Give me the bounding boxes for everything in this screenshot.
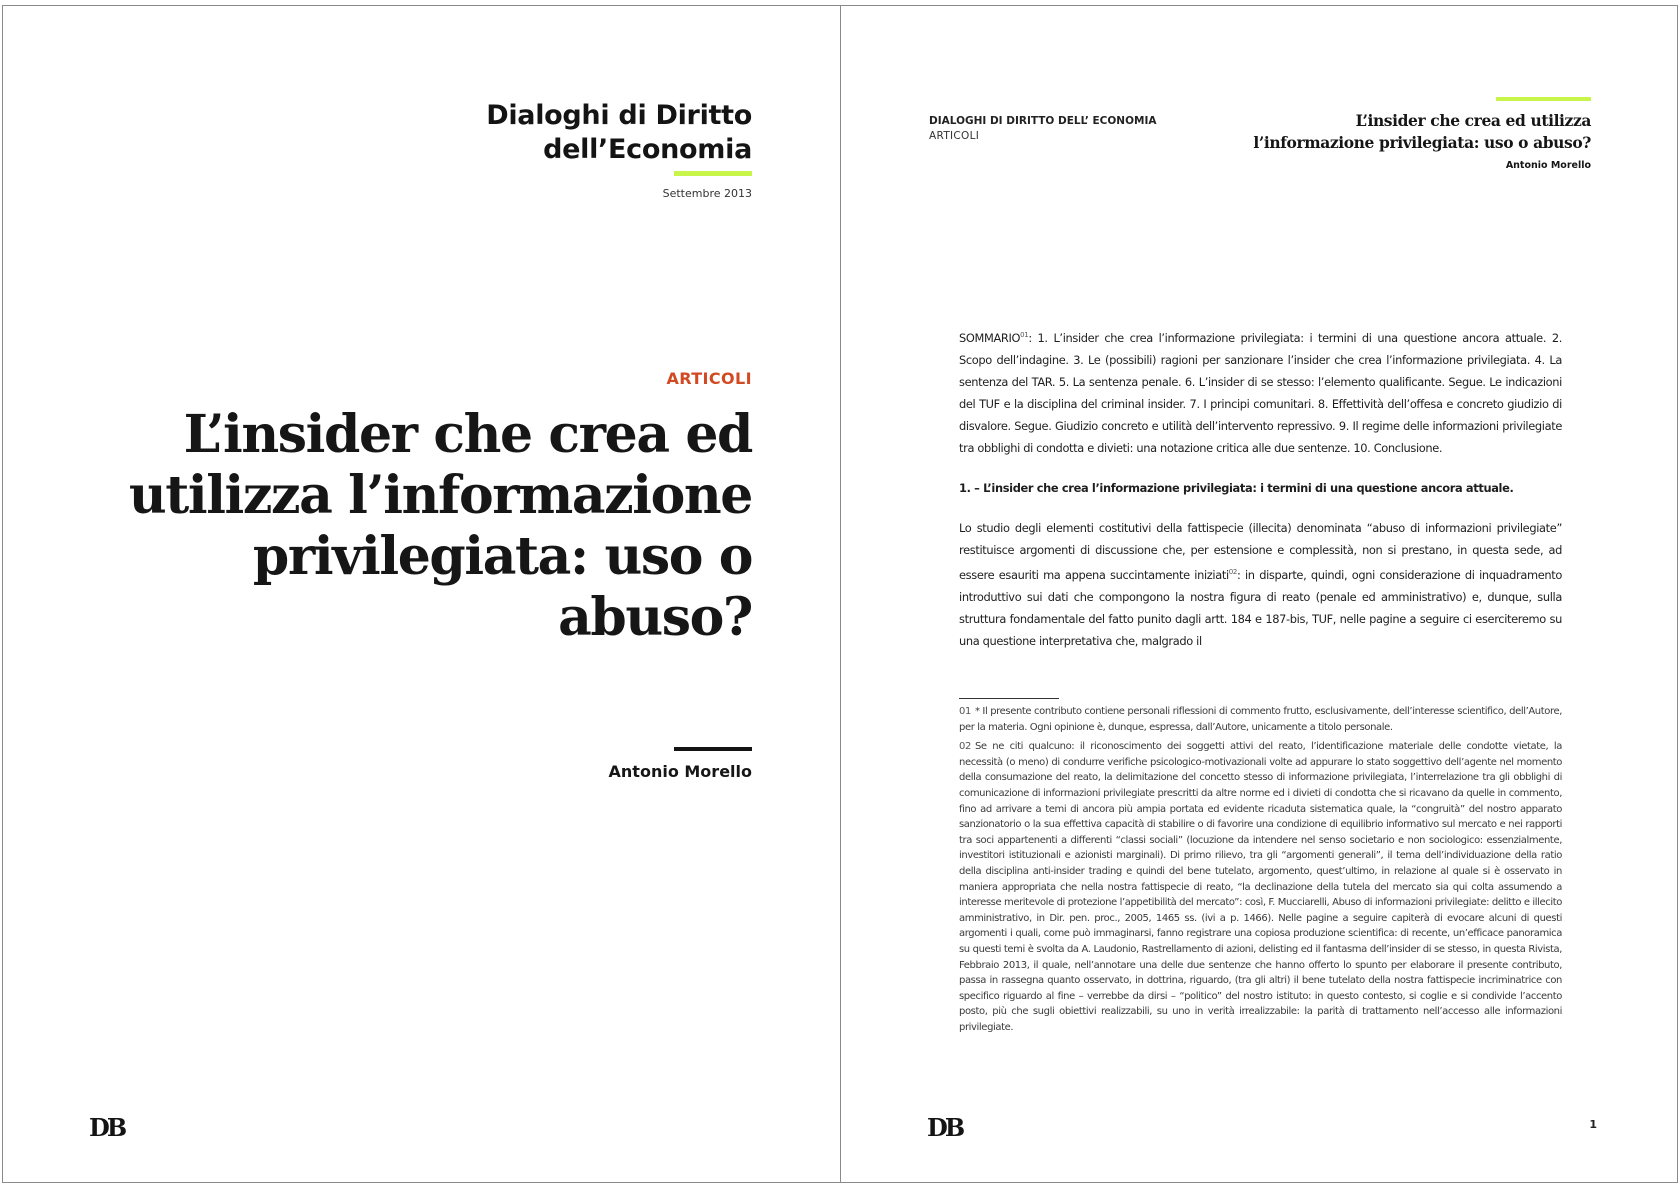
page-number: 1 <box>1589 1118 1597 1131</box>
body-paragraph <box>959 517 1562 652</box>
paragraph-text-a: Lo studio degli elementi costitutivi della fattispecie (illecita) denominata “abuso di informazioni privilegiate” restituisce argomenti di discussione che, per estensione e complessità, non si prestano, in questa sede, ad essere esauriti ma appena succintamente iniziati <box>959 520 1562 582</box>
accent-bar-right <box>1496 97 1591 101</box>
section-kicker: ARTICOLI <box>666 369 752 388</box>
footnote-rule <box>959 698 1059 699</box>
article-page <box>840 5 1678 1183</box>
running-section: ARTICOLI <box>929 130 980 142</box>
journal-title-line2: dell’Economia <box>543 134 752 165</box>
accent-bar <box>674 171 752 176</box>
running-title: L’insider che crea ed utilizza l’informazione privilegiata: uso o abuso? <box>1253 111 1591 152</box>
author-name: Antonio Morello <box>608 762 752 781</box>
issue-date: Settembre 2013 <box>662 187 752 200</box>
summary-text: : 1. L’insider che crea l’informazione privilegiata: i termini di una questione ancora attuale. 2. Scopo dell’indagine. 3. Le (possibili) ragioni per sanzionare l’insider che crea l’informazione privilegiata. 4. La sentenza del TAR. 5. La sentenza penale. 6. L’insider di se stesso: l’elemento qualificante. Segue. Le indicazioni del TUF e la disciplina del criminal insider. 7. I principi comunitari. 8. Effettività dell’offesa e concreto giudizio di disvalore. Segue. Giudizio concreto e utilità dell’intervento repressivo. 9. Il regime delle informazioni privilegiate tra obblighi di condotta e divieti: una notazione critica alle due sentenze. 10. Conclusione. <box>959 330 1562 455</box>
footnote-text: * Il presente contributo contiene personali riflessioni di commento frutto, esclusivamente, dell’interesse scientifico, dell’Autore, per la materia. Ogni opinione è, dunque, espressa, dall’Autore, unicamente a titolo personale. <box>959 706 1562 733</box>
section-heading: 1. – L’insider che crea l’informazione privilegiata: i termini di una questione ancora attuale. <box>959 480 1514 495</box>
article-title: L’insider che crea ed utilizza l’informazione privilegiata: uso o abuso? <box>128 404 752 648</box>
journal-title-line1: Dialoghi di Diritto <box>486 100 752 131</box>
footnote-number: 01 <box>959 706 971 717</box>
publisher-logo-right: DB <box>927 1113 963 1142</box>
footnote-text: Se ne citi qualcuno: il riconoscimento dei soggetti attivi del reato, l’identificazione materiale delle condotte vietate, la necessità (o meno) di condurre verifiche psicologico-motivazionali volte ad appurare lo stato soggettivo dell’agente nel momento della consumazione del reato, la delimitazione del concetto stesso di informazione privilegiata, l’interrelazione tra gli obblighi di comunicazione di informazioni privilegiate prescritti da altre norme ed i divieti di condotta che si ricavano da quelle in commento, fino ad arrivare a temi di ancora più ampia portata ed evidente ricaduta sistematica quale, la “congruità” del nostro apparato sanzionatorio o la sua effettiva capacità di stabilire o di favorire una condizione di equilibrio informativo sul mercato e nei rapporti tra soci appartenenti a differenti “classi sociali” (locuzione da intendere nel senso societario e non sociologico: essenzialmente, investitori istituzionali e azionisti marginali). Di primo rilievo, tra gli “argomenti generali”, il tema dell’individuazione della ratio della disciplina anti-insider trading e quindi del bene tutelato, argomento, quest’ultimo, in relazione al quale si è osservato in maniera appropriata che nella nostra fattispecie di reato, “la declinazione della tutela del mercato sia qui colta assumendo a interesse meritevole di protezione l’appetibilità del mercato”: così, F. Mucciarelli, Abuso di informazioni privilegiate: delitto e illecito amministrativo, in Dir. pen. proc., 2005, 1465 ss. (ivi a p. 1466). Nelle pagine a seguire capiterà di evocare alcuni di questi argomenti i quali, come può immaginarsi, fanno registrare una copiosa produzione scientifica: di recente, un’efficace panoramica su questi temi è svolta da A. Laudonio, Rastrellamento di azioni, delisting ed il fantasma dell’insider di se stesso, in questa Rivista, Febbraio 2013, il quale, nell’annotare una delle due sentenze che hanno offerto lo spunto per elaborare il presente contributo, passa in rassegna quanto osservato, in dottrina, riguardo, (tra gli altri) il bene tutelato della nostra fattispecie incriminatrice con specifico riguardo al fine – verrebbe da dirsi – “politico” del nostro istituto: in questo contesto, si coglie e si condivide l’accento posto, più che sugli obiettivi realizzabili, su uno in verità irrealizzabile: la parità di trattamento nell’accesso alle informazioni privilegiate. <box>959 741 1562 1033</box>
summary <box>959 324 1562 459</box>
footnote <box>959 739 1562 1035</box>
summary-label: SOMMARIO <box>959 330 1021 345</box>
footnote-ref-02[interactable]: 02 <box>1228 567 1237 576</box>
footnote-number: 02 <box>959 741 971 753</box>
paragraph-text-b: : in disparte, quindi, ogni considerazione di inquadramento introduttivo sui dati che compongono la nostra figura di reato (penale ed amministrativo) e, dunque, sulla struttura fondamentale del fatto punito dagli artt. 184 e 187-bis, TUF, nelle pagine a seguire ci eserciteremo su una questione interpretativa che, malgrado il <box>959 567 1562 648</box>
running-author: Antonio Morello <box>1505 160 1591 171</box>
footnote <box>959 704 1562 735</box>
article-body <box>959 324 1562 652</box>
journal-title <box>486 99 752 167</box>
publisher-logo: DB <box>89 1113 125 1142</box>
cover-page <box>2 5 841 1183</box>
author-divider <box>674 747 752 751</box>
footnotes <box>959 704 1562 1039</box>
running-journal: DIALOGHI DI DIRITTO DELL’ ECONOMIA <box>929 115 1157 127</box>
footnote-ref-01[interactable]: 01 <box>1020 331 1029 339</box>
